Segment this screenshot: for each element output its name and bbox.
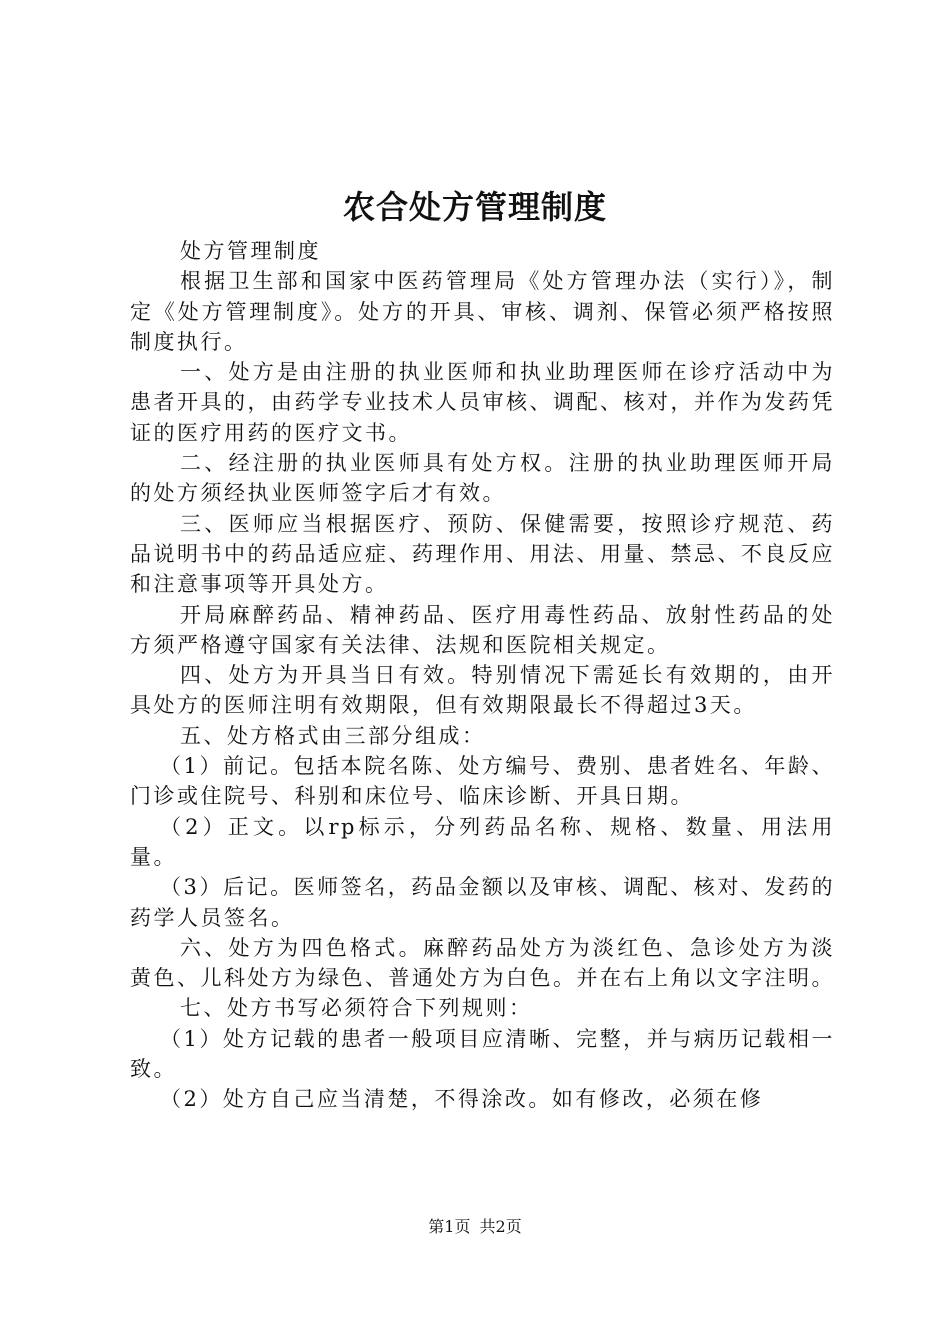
paragraph: 七、处方书写必须符合下列规则： <box>180 996 533 1021</box>
paragraph: （1）前记。包括本院名陈、处方编号、费别、患者姓名、年龄、门诊或住院号、科别和床位号、临床诊断、开具日期。 <box>130 754 835 809</box>
paragraph: 二、经注册的执业医师具有处方权。注册的执业助理医师开局的处方须经执业医师签字后才有效。 <box>130 451 835 506</box>
paragraph: 根据卫生部和国家中医药管理局《处方管理办法（实行）》，制定《处方管理制度》。处方的开具、审核、调剂、保管必须严格按照制度执行。 <box>130 269 835 354</box>
paragraph: 处方管理制度 <box>180 239 321 263</box>
paragraph: （3）后记。医师签名，药品金额以及审核、调配、核对、发药的药学人员签名。 <box>130 875 835 930</box>
document-title: 农合处方管理制度 <box>342 188 607 226</box>
document-body <box>130 236 835 1115</box>
paragraph: 六、处方为四色格式。麻醉药品处方为淡红色、急诊处方为淡黄色、儿科处方为绿色、普通处方为白色。并在右上角以文字注明。 <box>130 935 835 991</box>
paragraph: （2）处方自己应当清楚，不得涂改。如有修改，必须在修 <box>160 1087 764 1112</box>
paragraph: （2）正文。以rp标示，分列药品名称、规格、数量、用法用量。 <box>130 814 835 869</box>
paragraph: 开局麻醉药品、精神药品、医疗用毒性药品、放射性药品的处方须严格遵守国家有关法律、法规和医院相关规定。 <box>130 602 835 657</box>
paragraph: 三、医师应当根据医疗、预防、保健需要，按照诊疗规范、药品说明书中的药品适应症、药理作用、用法、用量、禁忌、不良反应和注意事项等开具处方。 <box>130 511 835 597</box>
page-footer <box>0 1217 950 1237</box>
paragraph: （1）处方记载的患者一般项目应清晰、完整，并与病历记载相一致。 <box>130 1026 835 1082</box>
paragraph: 五、处方格式由三部分组成： <box>180 723 486 748</box>
page-total: 共2页 <box>479 1217 522 1236</box>
page-number: 第1页 <box>428 1217 471 1236</box>
paragraph: 四、处方为开具当日有效。特别情况下需延长有效期的，由开具处方的医师注明有效期限，但有效期限最长不得超过3天。 <box>130 663 835 718</box>
paragraph: 一、处方是由注册的执业医师和执业助理医师在诊疗活动中为患者开具的，由药学专业技术人员审核、调配、核对，并作为发药凭证的医疗用药的医疗文书。 <box>130 360 835 445</box>
